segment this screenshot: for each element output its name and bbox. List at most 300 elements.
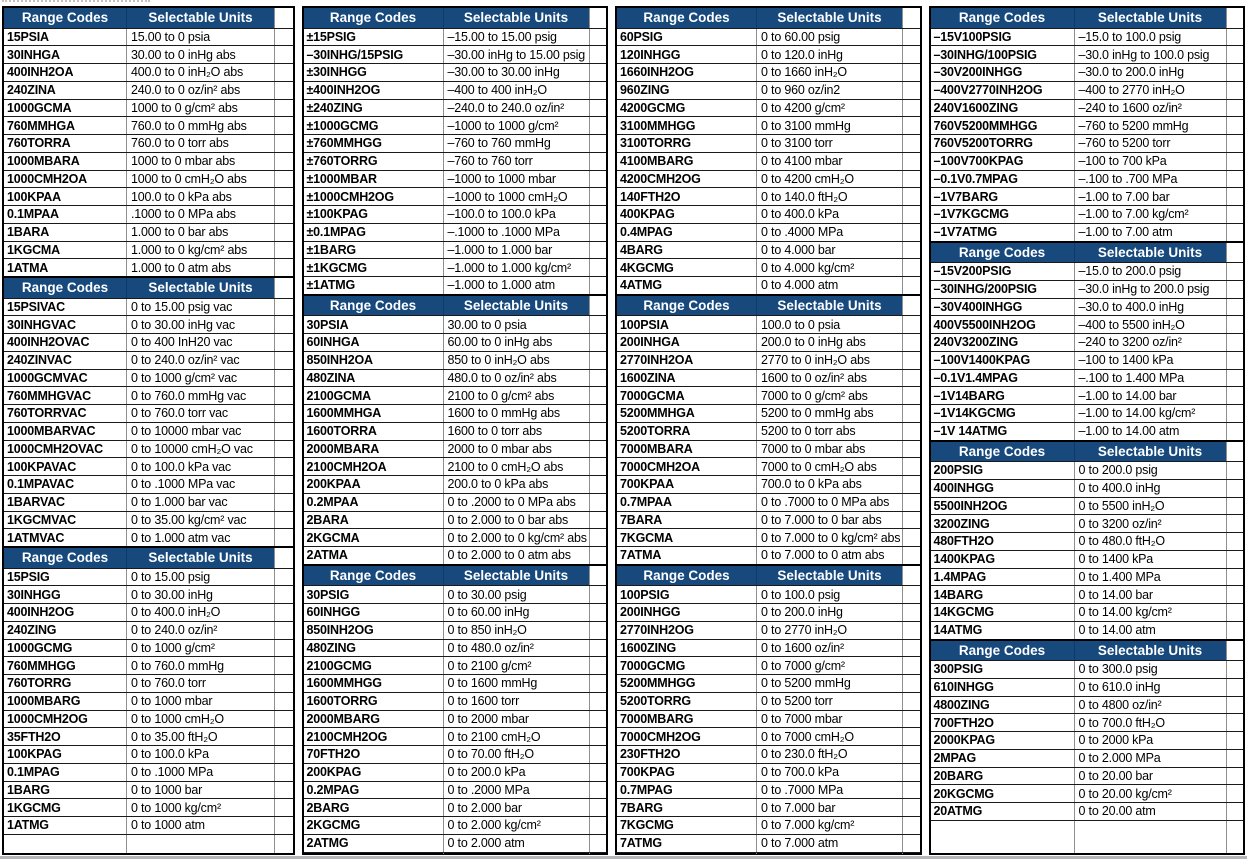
table-column bbox=[929, 6, 1245, 855]
range-code-cell: 3100MMHGG bbox=[620, 118, 696, 133]
units-cell: 0 to 2000 kPa bbox=[1074, 732, 1226, 749]
spacer-cell bbox=[902, 512, 920, 529]
range-code-cell: 100KPAVAC bbox=[7, 459, 77, 474]
units-cell: 0 to .1000 MPa bbox=[126, 764, 274, 781]
table-row bbox=[4, 475, 293, 493]
range-code-cell: 230FTH2O bbox=[620, 747, 681, 762]
spacer-cell bbox=[902, 153, 920, 170]
spacer-cell bbox=[902, 135, 920, 152]
range-code-cell: 700FTH2O bbox=[933, 715, 994, 730]
range-code-cell: 20ATMG bbox=[933, 804, 983, 819]
units-cell: 0 to 70.00 ftH₂O bbox=[443, 746, 589, 763]
spacer-cell bbox=[1226, 316, 1243, 333]
range-code-cell: –30V400INHGG bbox=[933, 299, 1023, 314]
table-row bbox=[304, 81, 607, 99]
table-row bbox=[4, 386, 293, 404]
table-row bbox=[617, 457, 920, 475]
range-code-cell: 760V5200MMHGG bbox=[933, 118, 1038, 133]
units-cell: 0 to 7000 g/cm² bbox=[756, 657, 902, 674]
page-bottom-rule bbox=[0, 856, 1247, 859]
table-header-row bbox=[931, 8, 1243, 28]
spacer-cell bbox=[1226, 533, 1243, 550]
table-row bbox=[4, 781, 293, 799]
units-cell: –30.0 to 400.0 inHg bbox=[1074, 299, 1226, 316]
range-code-cell: 35FTH2O bbox=[7, 729, 61, 744]
units-cell: 480.0 to 0 oz/in² abs bbox=[443, 370, 589, 387]
units-cell: 0 to 2.000 to 0 atm abs bbox=[443, 547, 589, 564]
range-code-cell: 4KGCMG bbox=[620, 260, 674, 275]
units-cell: –100.0 to 100.0 kPa bbox=[443, 206, 589, 223]
spacer-cell bbox=[274, 746, 293, 763]
table-row bbox=[931, 514, 1243, 532]
spacer-cell bbox=[902, 817, 920, 834]
spacer-cell bbox=[902, 604, 920, 621]
range-table bbox=[302, 294, 609, 566]
spacer-cell bbox=[902, 171, 920, 188]
range-code-tables bbox=[2, 6, 1245, 855]
table-row bbox=[617, 333, 920, 351]
spacer-cell bbox=[902, 711, 920, 728]
range-code-cell: –1V7KGCMG bbox=[933, 207, 1009, 222]
units-cell: 0 to 5500 inH₂O bbox=[1074, 498, 1226, 515]
range-code-cell: 760MMHGA bbox=[7, 118, 75, 133]
table-filler bbox=[304, 852, 607, 854]
spacer-cell bbox=[902, 835, 920, 852]
units-cell: 0 to 300.0 psig bbox=[1074, 661, 1226, 678]
units-cell: 1600 to 0 mmHg abs bbox=[443, 405, 589, 422]
units-cell: 0 to 610.0 inHg bbox=[1074, 679, 1226, 696]
table-row bbox=[617, 170, 920, 188]
spacer-cell bbox=[902, 259, 920, 276]
units-cell: 0 to .7000 MPa bbox=[756, 782, 902, 799]
table-row bbox=[617, 258, 920, 276]
range-code-cell: 5200MMHGA bbox=[620, 406, 695, 421]
table-row bbox=[304, 386, 607, 404]
range-code-cell: 760TORRG bbox=[7, 676, 72, 691]
range-code-cell: 760MMHGVAC bbox=[7, 388, 91, 403]
units-cell: 0 to 7.000 atm bbox=[756, 835, 902, 852]
range-code-cell: –100V1400KPAG bbox=[933, 353, 1031, 368]
units-cell: –1000 to 1000 cmH₂O bbox=[443, 188, 589, 205]
spacer-cell bbox=[274, 188, 293, 205]
spacer-cell bbox=[274, 259, 293, 276]
table-row bbox=[304, 763, 607, 781]
table-row bbox=[617, 152, 920, 170]
spacer-cell bbox=[274, 334, 293, 351]
range-code-cell: 0.1MPAVAC bbox=[7, 477, 74, 492]
units-cell: 0 to 240.0 oz/in² vac bbox=[126, 352, 274, 369]
range-code-cell: –15V100PSIG bbox=[933, 29, 1012, 44]
units-cell: 0 to 700.0 ftH₂O bbox=[1074, 714, 1226, 731]
spacer-cell bbox=[902, 242, 920, 259]
spacer-cell bbox=[589, 224, 607, 241]
range-code-cell: 14KGCMG bbox=[933, 605, 994, 620]
filler-spacer-area bbox=[1226, 821, 1243, 853]
table-row bbox=[617, 45, 920, 63]
table-row bbox=[4, 205, 293, 223]
units-cell: 0 to .2000 MPa bbox=[443, 782, 589, 799]
range-code-cell: 2MPAG bbox=[933, 751, 977, 766]
spacer-cell bbox=[274, 316, 293, 333]
table-row bbox=[304, 187, 607, 205]
range-code-cell: 760TORRA bbox=[7, 136, 71, 151]
table-row bbox=[931, 550, 1243, 568]
spacer-cell bbox=[274, 693, 293, 710]
filler-code-area bbox=[617, 853, 756, 854]
range-code-cell: 5200TORRA bbox=[620, 424, 691, 439]
filler-code-area bbox=[931, 821, 1074, 853]
spacer-cell bbox=[589, 242, 607, 259]
units-cell: 0 to 700.0 kPa bbox=[756, 764, 902, 781]
units-cell: 0 to 2000 mbar bbox=[443, 711, 589, 728]
range-code-cell: 4BARG bbox=[620, 242, 663, 257]
range-code-cell: 5200MMHGG bbox=[620, 676, 696, 691]
range-code-cell: 760TORRVAC bbox=[7, 406, 87, 421]
range-codes-header: Range Codes bbox=[4, 548, 126, 568]
spacer-cell bbox=[589, 693, 607, 710]
spacer-cell bbox=[274, 64, 293, 81]
selectable-units-header: Selectable Units bbox=[756, 566, 902, 586]
selectable-units-header: Selectable Units bbox=[1074, 8, 1226, 28]
range-code-cell: 100PSIA bbox=[620, 317, 669, 332]
table-row bbox=[4, 99, 293, 117]
spacer-cell bbox=[274, 657, 293, 674]
range-code-cell: 0.4MPAG bbox=[620, 225, 673, 240]
range-code-cell: 400KPAG bbox=[620, 207, 675, 222]
units-cell: 0 to 20.00 atm bbox=[1074, 803, 1226, 820]
table-row bbox=[931, 315, 1243, 333]
range-code-cell: 1000MBARA bbox=[7, 154, 80, 169]
units-cell: 0 to 3100 mmHg bbox=[756, 117, 902, 134]
units-cell: 0 to 100.0 psig bbox=[756, 586, 902, 603]
range-code-cell: 5500INH2OG bbox=[933, 498, 1008, 513]
units-cell: 0 to 960 oz/in2 bbox=[756, 82, 902, 99]
range-code-cell: 1000MBARG bbox=[7, 694, 81, 709]
spacer-cell bbox=[1226, 768, 1243, 785]
range-table bbox=[2, 6, 295, 278]
spacer-cell bbox=[589, 782, 607, 799]
spacer-cell bbox=[274, 206, 293, 223]
units-cell: 0 to 30.00 psig bbox=[443, 586, 589, 603]
spacer-cell bbox=[589, 387, 607, 404]
range-code-cell: 2BARA bbox=[306, 512, 349, 527]
range-code-cell: 2100GCMG bbox=[306, 658, 372, 673]
range-code-cell: 7000MBARA bbox=[620, 441, 693, 456]
spacer-cell bbox=[274, 458, 293, 475]
table-row bbox=[931, 696, 1243, 714]
range-table bbox=[302, 6, 609, 296]
table-row bbox=[931, 63, 1243, 81]
units-cell: 0 to 7.000 to 0 kg/cm² abs bbox=[756, 529, 902, 546]
units-cell: 0 to 10000 cmH₂O vac bbox=[126, 441, 274, 458]
table-row bbox=[4, 134, 293, 152]
range-code-cell: 7KGCMG bbox=[620, 818, 674, 833]
units-cell: 15.00 to 0 psia bbox=[126, 29, 274, 46]
spacer-cell bbox=[902, 529, 920, 546]
spacer-cell bbox=[589, 135, 607, 152]
range-code-cell: –100V700KPAG bbox=[933, 154, 1024, 169]
range-code-cell: 60INHGA bbox=[306, 335, 360, 350]
table-row bbox=[617, 315, 920, 333]
spacer-cell bbox=[902, 64, 920, 81]
units-cell: 0 to 1000 bar bbox=[126, 782, 274, 799]
units-cell: 200.0 to 0 kPa abs bbox=[443, 476, 589, 493]
table-row bbox=[931, 568, 1243, 586]
table-row bbox=[4, 369, 293, 387]
table-row bbox=[4, 116, 293, 134]
units-cell: –15.00 to 15.00 psig bbox=[443, 29, 589, 46]
units-cell: 0 to 4200 g/cm² bbox=[756, 100, 902, 117]
header-spacer-cell bbox=[274, 548, 293, 568]
table-row bbox=[4, 745, 293, 763]
table-row bbox=[4, 639, 293, 657]
table-row bbox=[617, 781, 920, 799]
spacer-cell bbox=[274, 171, 293, 188]
spacer-cell bbox=[902, 441, 920, 458]
spacer-cell bbox=[274, 764, 293, 781]
spacer-cell bbox=[902, 29, 920, 46]
range-table bbox=[929, 440, 1245, 641]
range-code-cell: 1KGCMVAC bbox=[7, 512, 77, 527]
range-code-cell: 1000MBARVAC bbox=[7, 424, 96, 439]
spacer-cell bbox=[589, 352, 607, 369]
table-row bbox=[304, 45, 607, 63]
spacer-cell bbox=[902, 100, 920, 117]
units-cell: –760 to 760 torr bbox=[443, 153, 589, 170]
table-row bbox=[4, 727, 293, 745]
table-row bbox=[304, 816, 607, 834]
units-cell: –15.0 to 200.0 psig bbox=[1074, 263, 1226, 280]
units-cell: –240 to 1600 oz/in² bbox=[1074, 100, 1226, 117]
range-table bbox=[302, 564, 609, 855]
table-row bbox=[304, 369, 607, 387]
table-row bbox=[931, 802, 1243, 820]
units-cell: –400 to 400 inH₂O bbox=[443, 82, 589, 99]
table-row bbox=[4, 440, 293, 458]
range-code-cell: 1.4MPAG bbox=[933, 569, 987, 584]
selectable-units-header: Selectable Units bbox=[443, 8, 589, 28]
spacer-cell bbox=[1226, 604, 1243, 621]
spacer-cell bbox=[1226, 679, 1243, 696]
range-codes-header: Range Codes bbox=[617, 566, 756, 586]
range-code-cell: 7000MBARG bbox=[620, 711, 694, 726]
units-cell: 1600 to 0 oz/in² abs bbox=[756, 370, 902, 387]
units-cell: –30.0 inHg to 100.0 psig bbox=[1074, 46, 1226, 63]
filler-units-area bbox=[126, 835, 274, 853]
table-row bbox=[931, 621, 1243, 639]
table-row bbox=[304, 63, 607, 81]
units-cell: 0 to 30.00 inHg vac bbox=[126, 316, 274, 333]
units-cell: 0 to 230.0 ftH₂O bbox=[756, 746, 902, 763]
range-code-cell: 0.7MPAA bbox=[620, 495, 672, 510]
range-code-cell: 760V5200TORRG bbox=[933, 136, 1033, 151]
spacer-cell bbox=[274, 370, 293, 387]
spacer-cell bbox=[902, 458, 920, 475]
table-row bbox=[4, 528, 293, 546]
units-cell: 0 to 7000 cmH₂O bbox=[756, 728, 902, 745]
range-code-cell: 1600TORRA bbox=[306, 424, 377, 439]
spacer-cell bbox=[1226, 171, 1243, 188]
range-table bbox=[2, 546, 295, 855]
spacer-cell bbox=[274, 352, 293, 369]
range-code-cell: 1660INH2OG bbox=[620, 65, 694, 80]
units-cell: 0 to 240.0 oz/in² bbox=[126, 622, 274, 639]
page-crop-artifact bbox=[2, 0, 150, 2]
range-code-cell: 30INHGG bbox=[7, 587, 61, 602]
spacer-cell bbox=[1226, 697, 1243, 714]
range-code-cell: 400INH2OA bbox=[7, 65, 74, 80]
units-cell: 0 to 140.0 ftH₂O bbox=[756, 188, 902, 205]
units-cell: 0 to 1000 atm bbox=[126, 817, 274, 834]
table-row bbox=[304, 351, 607, 369]
spacer-cell bbox=[274, 242, 293, 259]
range-code-cell: 7000CMH2OG bbox=[620, 729, 701, 744]
units-cell: 0 to 1600 oz/in² bbox=[756, 640, 902, 657]
spacer-cell bbox=[589, 188, 607, 205]
table-row bbox=[617, 386, 920, 404]
header-spacer-cell bbox=[589, 566, 607, 586]
units-cell: 1.000 to 0 bar abs bbox=[126, 224, 274, 241]
table-row bbox=[4, 493, 293, 511]
spacer-cell bbox=[589, 117, 607, 134]
range-code-cell: 240ZINA bbox=[7, 83, 56, 98]
units-cell: 0 to .2000 to 0 MPa abs bbox=[443, 494, 589, 511]
table-filler bbox=[4, 834, 293, 853]
table-row bbox=[4, 28, 293, 46]
range-table bbox=[615, 294, 922, 566]
table-row bbox=[304, 422, 607, 440]
spacer-cell bbox=[902, 728, 920, 745]
range-code-cell: 100PSIG bbox=[620, 587, 670, 602]
table-row bbox=[304, 493, 607, 511]
table-row bbox=[617, 351, 920, 369]
range-code-cell: 70FTH2O bbox=[306, 747, 360, 762]
table-row bbox=[4, 816, 293, 834]
range-code-cell: 60PSIG bbox=[620, 29, 663, 44]
range-code-cell: –1V 14ATMG bbox=[933, 424, 1008, 439]
header-spacer-cell bbox=[589, 8, 607, 28]
table-header-row bbox=[931, 442, 1243, 462]
units-cell: 0 to 14.00 atm bbox=[1074, 622, 1226, 639]
range-code-cell: 3100TORRG bbox=[620, 136, 691, 151]
units-cell: 0 to 1000 kg/cm² bbox=[126, 799, 274, 816]
range-code-cell: ±1ATMG bbox=[306, 278, 355, 293]
table-row bbox=[4, 187, 293, 205]
range-code-cell: 1000CMH2OA bbox=[7, 171, 87, 186]
selectable-units-header: Selectable Units bbox=[443, 296, 589, 316]
table-row bbox=[617, 603, 920, 621]
range-code-cell: 1600MMHGA bbox=[306, 406, 382, 421]
range-code-cell: –1V14BARG bbox=[933, 388, 1005, 403]
table-row bbox=[931, 280, 1243, 298]
units-cell: 0 to 60.00 inHg bbox=[443, 604, 589, 621]
range-code-cell: 1BARVAC bbox=[7, 495, 65, 510]
table-header-row bbox=[931, 641, 1243, 661]
range-code-cell: 400INH2OVAC bbox=[7, 335, 90, 350]
units-cell: 2100 to 0 cmH₂O abs bbox=[443, 458, 589, 475]
table-row bbox=[931, 45, 1243, 63]
units-cell: 0 to .4000 MPa bbox=[756, 224, 902, 241]
units-cell: 0 to 30.00 inHg bbox=[126, 586, 274, 603]
spacer-cell bbox=[902, 746, 920, 763]
range-codes-header: Range Codes bbox=[4, 8, 126, 28]
units-cell: 0 to 1600 torr bbox=[443, 693, 589, 710]
spacer-cell bbox=[902, 476, 920, 493]
table-row bbox=[304, 116, 607, 134]
units-cell: 0 to 100.0 kPa bbox=[126, 746, 274, 763]
selectable-units-header: Selectable Units bbox=[443, 566, 589, 586]
range-code-cell: 1400KPAG bbox=[933, 552, 995, 567]
table-row bbox=[931, 298, 1243, 316]
table-row bbox=[4, 585, 293, 603]
range-code-cell: 1600ZINA bbox=[620, 370, 676, 385]
table-row bbox=[304, 134, 607, 152]
table-row bbox=[304, 404, 607, 422]
range-code-cell: 30INHGVAC bbox=[7, 317, 76, 332]
range-code-cell: 30PSIG bbox=[306, 587, 350, 602]
table-row bbox=[4, 45, 293, 63]
units-cell: 0 to 1000 g/cm² bbox=[126, 640, 274, 657]
header-spacer-cell bbox=[902, 296, 920, 316]
spacer-cell bbox=[902, 277, 920, 294]
spacer-cell bbox=[274, 604, 293, 621]
units-cell: 0 to 760.0 mmHg vac bbox=[126, 387, 274, 404]
units-cell: 0 to 10000 mbar vac bbox=[126, 423, 274, 440]
range-code-cell: 2100CMH2OA bbox=[306, 459, 387, 474]
spacer-cell bbox=[274, 135, 293, 152]
range-code-cell: ±400INH2OG bbox=[306, 83, 381, 98]
range-code-cell: 400INH2OG bbox=[7, 605, 74, 620]
spacer-cell bbox=[1226, 281, 1243, 298]
table-row bbox=[304, 745, 607, 763]
table-row bbox=[617, 205, 920, 223]
spacer-cell bbox=[1226, 100, 1243, 117]
range-code-cell: 2ATMG bbox=[306, 836, 349, 851]
range-code-cell: 2000MBARG bbox=[306, 711, 380, 726]
units-cell: –30.0 inHg to 200.0 psig bbox=[1074, 281, 1226, 298]
units-cell: 0 to 7.000 to 0 atm abs bbox=[756, 547, 902, 564]
range-code-cell: 200PSIG bbox=[933, 463, 983, 478]
selectable-units-header: Selectable Units bbox=[126, 548, 274, 568]
spacer-cell bbox=[902, 547, 920, 564]
range-code-cell: 7BARG bbox=[620, 800, 663, 815]
units-cell: 0 to 35.00 kg/cm² vac bbox=[126, 512, 274, 529]
table-row bbox=[617, 81, 920, 99]
units-cell: 0 to 2.000 bar bbox=[443, 799, 589, 816]
spacer-cell bbox=[589, 100, 607, 117]
units-cell: 30.00 to 0 inHg abs bbox=[126, 46, 274, 63]
spacer-cell bbox=[902, 352, 920, 369]
spacer-cell bbox=[1226, 64, 1243, 81]
table-row bbox=[617, 528, 920, 546]
units-cell: 0 to 4800 oz/in² bbox=[1074, 697, 1226, 714]
table-row bbox=[617, 692, 920, 710]
table-row bbox=[4, 674, 293, 692]
range-code-cell: 850INH2OG bbox=[306, 623, 374, 638]
spacer-cell bbox=[1226, 135, 1243, 152]
range-codes-header: Range Codes bbox=[931, 641, 1074, 661]
spacer-cell bbox=[274, 29, 293, 46]
range-code-cell: –30INHG/15PSIG bbox=[306, 47, 404, 62]
table-row bbox=[4, 710, 293, 728]
range-code-cell: 4200GCMG bbox=[620, 100, 686, 115]
spacer-cell bbox=[902, 657, 920, 674]
filler-units-area bbox=[756, 853, 902, 854]
table-row bbox=[931, 99, 1243, 117]
range-code-cell: 1BARA bbox=[7, 225, 50, 240]
units-cell: 0 to 760.0 torr vac bbox=[126, 405, 274, 422]
table-row bbox=[931, 386, 1243, 404]
